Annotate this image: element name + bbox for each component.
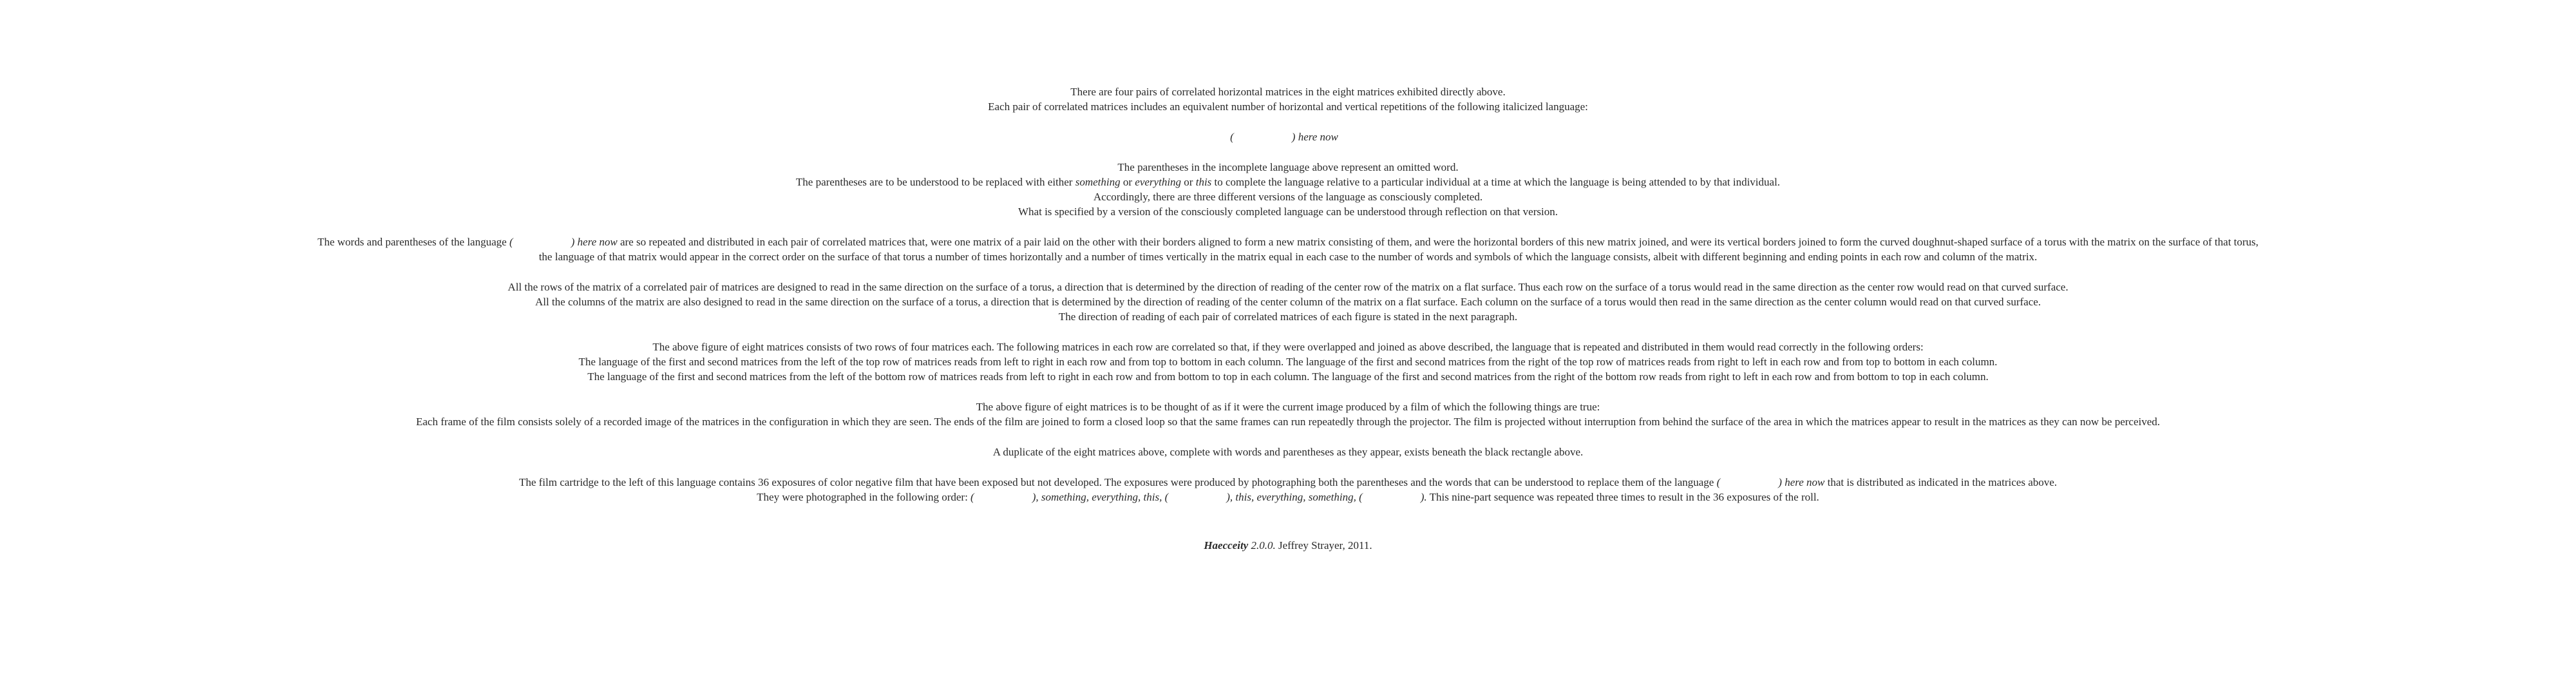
para2-line3: Accordingly, there are three different versions of the language as consciously completed. bbox=[1093, 191, 1483, 203]
credit-line bbox=[0, 538, 2576, 553]
work-version: 2.0.0. bbox=[1248, 539, 1276, 552]
sequence-part-3: ). bbox=[1420, 491, 1427, 503]
word-this: this bbox=[1195, 176, 1212, 188]
work-title: Haecceity bbox=[1204, 539, 1249, 552]
para4-line1: All the rows of the matrix of a correlated pair of matrices are designed to read in the same direction on the surface of a torus, a direction that is determined by the direction of reading of the center row of the matrix on a flat surface. Thus each row on the surface of a torus would read in the same direction as the center row would read on that curved surface. bbox=[507, 281, 2069, 293]
para5-line3: The language of the first and second matrices from the left of the bottom row of matrices reads from left to right in each row and from bottom to top in each column. The language of the first and second matrices from the right of the bottom row reads from right to left in each row and from bottom to top in each column. bbox=[587, 370, 1989, 383]
para6-line1: The above figure of eight matrices is to be thought of as if it were the current image produced by a film of which the following things are true: bbox=[976, 401, 1600, 413]
sequence-part-2: ), this, everything, something, ( bbox=[1226, 491, 1363, 503]
para3-line1: The words and parentheses of the language ( ) here now are so repeated and distributed in each pair of correlated matrices that, were one matrix of a pair laid on the other with their borders aligned to form a new matrix consisting of them, and were the horizontal borders of this new matrix joined, and were its vertical borders joined to form the curved doughnut-shaped surface of a torus with the matrix on the surface of that torus, bbox=[317, 236, 2259, 248]
para2-line2: The parentheses are to be understood to be replaced with either something or everything or this to complete the language relative to a particular individual at a time at which the language is being attended to by that individual. bbox=[795, 176, 1781, 188]
language-open-paren: ( bbox=[1230, 131, 1234, 143]
word-something: something bbox=[1075, 176, 1121, 188]
para3-line2: the language of that matrix would appear in the correct order on the surface of that torus a number of times horizontally and a number of times vertically in the matrix equal in each case to the number of words and symbols of which the language consists, albeit with different beginning and ending points in each row and column of the matrix. bbox=[538, 251, 2038, 263]
para8-line2: They were photographed in the following order: ( ), something, everything, this, ( ), this, everything, something, ( ). This nine-part sequence was repeated three times to result in the 36 exposures of the roll. bbox=[757, 491, 1819, 503]
para2-line4: What is specified by a version of the consciously completed language can be understood through reflection on that version. bbox=[1018, 206, 1558, 218]
para5-line1: The above figure of eight matrices consists of two rows of four matrices each. The following matrices in each row are correlated so that, if they were overlapped and joined as above described, the language that is repeated and distributed in them would read correctly in the following orders: bbox=[652, 341, 1924, 353]
sequence-open-paren: ( bbox=[971, 491, 974, 503]
language-line bbox=[0, 129, 2572, 144]
para4-line2: All the columns of the matrix are also designed to read in the same direction on the surface of a torus, a direction that is determined by the direction of reading of the center column of the matrix on a flat surface. Each column on the surface of a torus would then read in the same direction as the center column would read on that curved surface. bbox=[535, 296, 2041, 308]
work-author: Jeffrey Strayer, 2011. bbox=[1275, 539, 1372, 552]
para7-line1: A duplicate of the eight matrices above, complete with words and parentheses as they appear, exists beneath the black rectangle above. bbox=[992, 446, 1584, 458]
para1-line1: There are four pairs of correlated horizontal matrices in the eight matrices exhibited directly above. bbox=[1070, 86, 1506, 98]
para1-line2: Each pair of correlated matrices includes an equivalent number of horizontal and vertical repetitions of the following italicized language: bbox=[988, 101, 1588, 113]
para4-line3: The direction of reading of each pair of correlated matrices of each figure is stated in the next paragraph. bbox=[1058, 311, 1518, 323]
para5-line2: The language of the first and second matrices from the left of the top row of matrices reads from left to right in each row and from top to bottom in each column. The language of the first and second matrices from the right of the top row of matrices reads from right to left in each row and from top to bottom in each column. bbox=[578, 356, 1998, 368]
para2-line1: The parentheses in the incomplete language above represent an omitted word. bbox=[1117, 161, 1459, 173]
para8-line1: The film cartridge to the left of this language contains 36 exposures of color negative film that have been exposed but not developed. The exposures were produced by photographing both the parentheses and the words that can be understood to replace them of the language ( ) here now that is distributed as indicated in the matrices above. bbox=[518, 476, 2058, 488]
para6-line2: Each frame of the film consists solely of a recorded image of the matrices in the configuration in which they are seen. The ends of the film are joined to form a closed loop so that the same frames can run repeatedly through the projector. The film is projected without interruption from behind the surface of the area in which the matrices appear to result in the matrices as they can now be perceived. bbox=[415, 416, 2161, 428]
sequence-part-1: ), something, everything, this, ( bbox=[1032, 491, 1169, 503]
word-everything: everything bbox=[1135, 176, 1182, 188]
language-close-text: ) here now bbox=[1291, 131, 1338, 143]
